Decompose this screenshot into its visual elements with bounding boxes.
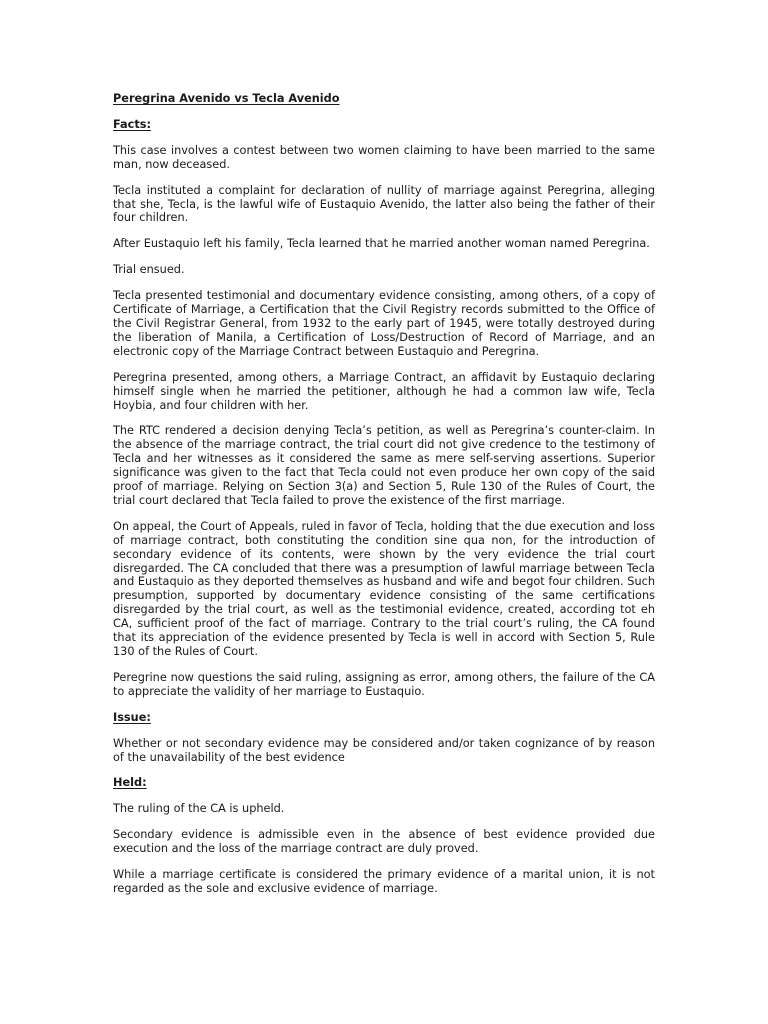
facts-paragraph-3: After Eustaquio left his family, Tecla learned that he married another woman named Peregrina. [113,237,650,251]
facts-heading: Facts: [113,117,152,131]
facts-paragraph-1: This case involves a contest between two women claiming to have been married to the same man, now deceased. [113,143,655,171]
held-paragraph-2: Secondary evidence is admissible even in the absence of best evidence provided due execution and the loss of the marriage contract are duly proved. [113,828,655,856]
held-heading: Held: [113,776,147,790]
facts-paragraph-6: Peregrina presented, among others, a Marriage Contract, an affidavit by Eustaquio declaring himself single when he married the petitioner, although he had a common law wife, Tecla Hoybia, and four children with her. [113,370,655,412]
facts-paragraph-9: Peregrine now questions the said ruling, assigning as error, among others, the failure of the CA to appreciate the validity of her marriage to Eustaquio. [113,670,655,698]
held-paragraph-1: The ruling of the CA is upheld. [113,802,285,816]
document-page [113,92,655,908]
document-title: Peregrina Avenido vs Tecla Avenido [113,92,340,105]
facts-paragraph-7: The RTC rendered a decision denying Tecla’s petition, as well as Peregrina’s counter-claim. In the absence of the marriage contract, the trial court did not give credence to the testimony of Tecla and her witnesses as it considered the same as mere self-serving assertions. Superior significance was given to the fact that Tecla could not even produce her own copy of the said proof of marriage. Relying on Section 3(a) and Section 5, Rule 130 of the Rules of Court, the trial court declared that Tecla failed to prove the existence of the first marriage. [113,424,655,507]
held-paragraph-3: While a marriage certificate is considered the primary evidence of a marital union, it is not regarded as the sole and exclusive evidence of marriage. [113,868,655,895]
facts-paragraph-4: Trial ensued. [113,263,185,277]
issue-heading: Issue: [113,710,151,724]
facts-paragraph-2: Tecla instituted a complaint for declaration of nullity of marriage against Peregrina, alleging that she, Tecla, is the lawful wife of Eustaquio Avenido, the latter also being the father of their four children. [113,183,655,225]
issue-paragraph-1: Whether or not secondary evidence may be considered and/or taken cognizance of by reason of the unavailability of the best evidence [113,736,655,764]
facts-paragraph-5: Tecla presented testimonial and documentary evidence consisting, among others, of a copy of Certificate of Marriage, a Certification that the Civil Registry records submitted to the Office of the Civil Registrar General, from 1932 to the early part of 1945, were totally destroyed during the liberation of Manila, a Certification of Loss/Destruction of Record of Marriage, and an electronic copy of the Marriage Contract between Eustaquio and Peregrina. [113,289,655,358]
facts-paragraph-8: On appeal, the Court of Appeals, ruled in favor of Tecla, holding that the due execution and loss of marriage contract, both constituting the condition sine qua non, for the introduction of secondary evidence of its contents, were shown by the very evidence the trial court disregarded. The CA concluded that there was a presumption of lawful marriage between Tecla and Eustaquio as they deported themselves as husband and wife and begot four children. Such presumption, supported by documentary evidence consisting of the same certifications disregarded by the trial court, as well as the testimonial evidence, created, according tot eh CA, sufficient proof of the fact of marriage. Contrary to the trial court’s ruling, the CA found that its appreciation of the evidence presented by Tecla is well in accord with Section 5, Rule 130 of the Rules of Court. [113,519,655,658]
